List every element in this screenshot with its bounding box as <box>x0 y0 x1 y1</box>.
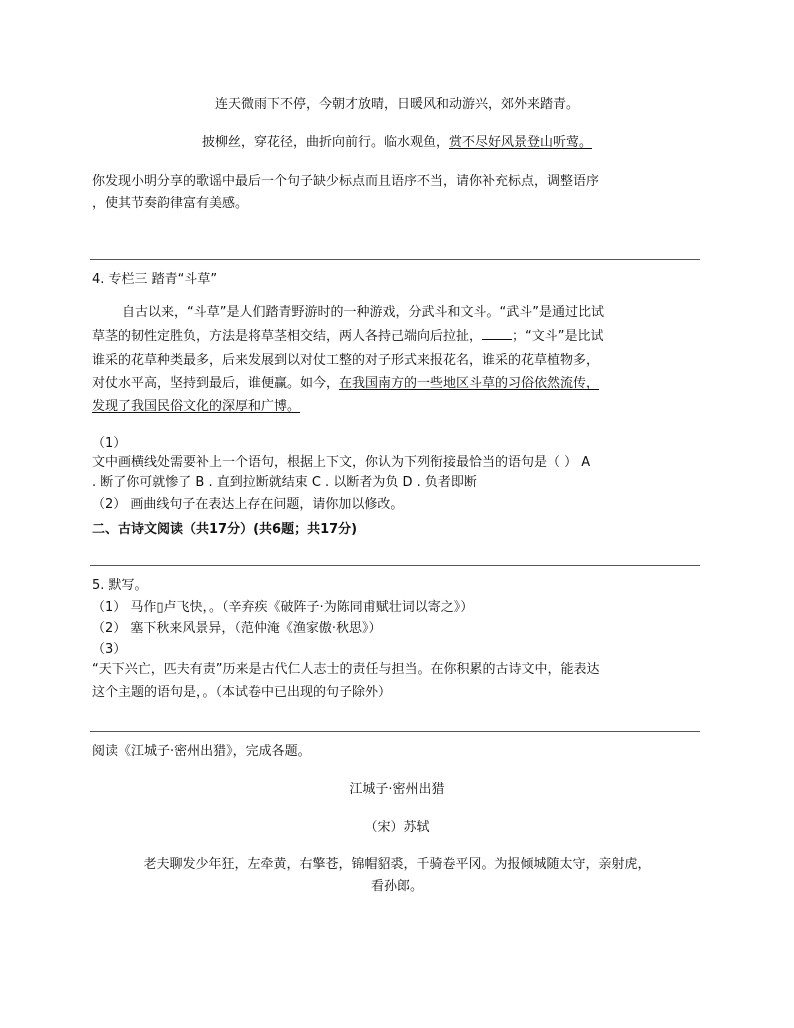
divider-3 <box>90 731 700 732</box>
q4-p2-text-b: ；“文斗”是比试 <box>512 329 604 344</box>
poem-author: （宋）苏轼 <box>364 820 430 835</box>
q4-sub1-question: 文中画横线处需要补上一个语句，根据上下文，你认为下列衔接最恰当的语句是（ ） A <box>92 455 591 470</box>
q4-paragraph-line-2 <box>92 325 604 344</box>
q5-item-3: （3） <box>92 642 127 657</box>
reading-intro: 阅读《江城子·密州出猎》，完成各题。 <box>92 744 311 759</box>
q5-item-2: （2） 塞下秋来风景异，（范仲淹《渔家傲·秋思》） <box>92 621 382 636</box>
q5-title: 5. 默写。 <box>92 578 148 593</box>
fill-in-blank[interactable] <box>482 327 512 340</box>
divider-2 <box>90 565 700 566</box>
poem-prompt-line-1: 你发现小明分享的歌谣中最后一个句子缺少标点而且语序不当，请你补充标点，调整语序 <box>92 174 600 189</box>
divider-1 <box>90 259 700 260</box>
poem-line-1: 连天微雨下不停，今朝才放晴，日暖风和动游兴，郊外来踏青。 <box>214 97 579 112</box>
q4-sub1-number: （1） <box>92 436 127 451</box>
poem-body-line-1: 老夫聊发少年狂，左牵黄，右擎苍，锦帽貂裘，千骑卷平冈。为报倾城随太守，亲射虎， <box>143 857 651 872</box>
q5-item-3-text-2: 这个主题的语句是，。（本试卷中已出现的句子除外） <box>92 685 392 700</box>
q4-paragraph-line-1: 自古以来，“斗草”是人们踏青野游时的一种游戏，分武斗和文斗。“武斗”是通过比试 <box>122 305 604 320</box>
poem-prompt-line-2: ，使其节奏韵律富有美感。 <box>92 196 249 211</box>
q4-p4-text-a: 对仗水平高，坚持到最后，谁便赢。如今， <box>92 376 340 391</box>
poem-line-2 <box>0 131 794 150</box>
q4-p4-underlined: 在我国南方的一些地区斗草的习俗依然流传， <box>339 376 600 391</box>
poem-title: 江城子·密州出猎 <box>349 782 445 797</box>
q4-title: 4. 专栏三 踏青“斗草” <box>92 272 218 287</box>
q5-item-3-text-1: “天下兴亡，匹夫有责”历来是古代仁人志士的责任与担当。在你积累的古诗文中，能表达 <box>92 662 600 677</box>
q4-paragraph-line-5: 发现了我国民俗文化的深厚和广博。 <box>92 399 301 414</box>
q5-item-1: （1） 马作▯卢飞快，。（辛弃疾《破阵子·为陈同甫赋壮词以寄之》） <box>92 600 474 615</box>
poem-body-line-2: 看孙郎。 <box>370 879 423 894</box>
q4-sub1-options: . 断了你可就惨了 B . 直到拉断就结束 C . 以断者为负 D . 负者即断 <box>92 475 477 490</box>
q4-paragraph-line-3: 谁采的花草种类最多，后来发展到以对仗工整的对子形式来报花名，谁采的花草植物多， <box>92 353 600 368</box>
q4-sub2: （2） 画曲线句子在表达上存在问题，请你加以修改。 <box>92 497 404 512</box>
q4-p2-text-a: 草茎的韧性定胜负，方法是将草茎相交结，两人各持己端向后拉扯， <box>92 329 483 344</box>
poem-line-2-start: 披柳丝，穿花径，曲折向前行。临水观鱼， <box>201 135 449 150</box>
q4-paragraph-line-4 <box>92 372 599 391</box>
poem-line-2-underlined: 赏不尽好风景登山听莺。 <box>449 135 593 150</box>
section-2-heading: 二、古诗文阅读（共17分）(共6题；共17分) <box>92 522 358 537</box>
